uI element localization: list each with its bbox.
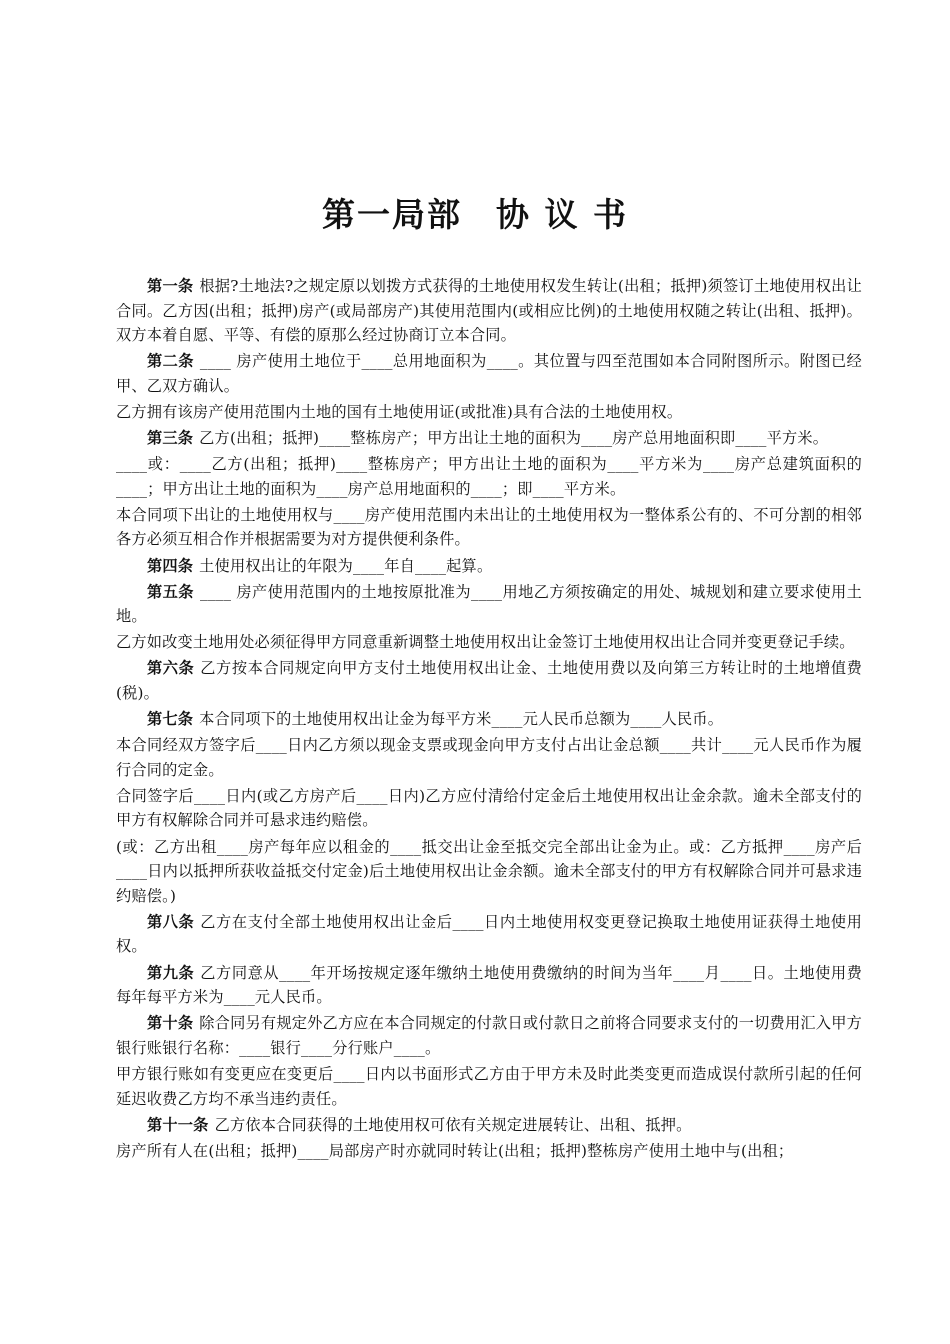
paragraph-article-7-balance: [116, 784, 862, 833]
article-heading: 第二条: [147, 352, 194, 371]
paragraph-article-10: [116, 1011, 862, 1060]
paragraph-article-7: [116, 707, 862, 732]
paragraph-article-3-alt: [116, 452, 862, 501]
article-heading: 第五条: [147, 582, 194, 601]
paragraph-article-3-cont: [116, 503, 862, 552]
article-heading: 第三条: [147, 429, 194, 448]
paragraph-text: 甲方银行账如有变更应在变更后____日内以书面形式乙方由于甲方未及时此类变更而造成误付款所引起的任何延迟收费乙方均不承当违约责任。: [116, 1064, 862, 1108]
paragraph-text: 本合同项下的土地使用权出让金为每平方米____元人民币总额为____人民币。: [199, 710, 724, 729]
paragraph-text: ____或：____乙方(出租；抵押)____整栋房产；甲方出让土地的面积为____平方米为____房产总建筑面积的____；甲方出让土地的面积为____房产总用地面积的____；即____平方米。: [116, 455, 862, 498]
paragraph-article-4: [116, 554, 862, 579]
paragraph-text: 乙方拥有该房产使用范围内土地的国有土地使用证(或批准)具有合法的土地使用权。: [116, 402, 683, 421]
article-heading: 第一条: [147, 277, 194, 295]
paragraph-text: 根据?土地法?之规定原以划拨方式获得的土地使用权发生转让(出租；抵押)须签订土地使用权出让合同。乙方因(出租；抵押)房产(或局部房产)其使用范围内(或相应比例)的土地使用权随之转让(出租、抵押)。双方本着自愿、平等、有偿的原那么经过协商订立本合同。: [116, 277, 862, 345]
paragraph-text: 乙方在支付全部土地使用权出让金后____日内土地使用权变更登记换取土地使用证获得土地使用权。: [116, 912, 862, 956]
paragraph-text: 乙方依本合同获得的土地使用权可依有关规定进展转让、出租、抵押。: [214, 1115, 692, 1134]
paragraph-text: 除合同另有规定外乙方应在本合同规定的付款日或付款日之前将合同要求支付的一切费用汇入甲方银行账银行名称：____银行____分行账户____。: [116, 1014, 862, 1057]
paragraph-article-2: [116, 349, 862, 398]
paragraph-article-1: [116, 274, 862, 348]
paragraph-text: ____ 房产使用范围内的土地按原批准为____用地乙方须按确定的用处、城规划和建立要求使用土地。: [116, 582, 862, 626]
article-heading: 第四条: [147, 556, 194, 575]
document-title: [0, 190, 950, 240]
paragraph-text: ____ 房产使用土地位于____总用地面积为____。其位置与四至范围如本合同附图所示。附图已经甲、乙双方确认。: [116, 352, 862, 395]
article-heading: 第六条: [147, 659, 195, 678]
title-part-1: 第一局部: [322, 195, 462, 234]
document-body: [116, 274, 862, 1165]
paragraph-text: 乙方如改变土地用处必须征得甲方同意重新调整土地使用权出让金签订土地使用权出让合同并变更登记手续。: [116, 633, 855, 652]
paragraph-text: 土使用权出让的年限为____年自____起算。: [199, 556, 493, 575]
paragraph-text: 乙方按本合同规定向甲方支付土地使用权出让金、土地使用费以及向第三方转让时的土地增值费(税)。: [116, 659, 862, 702]
paragraph-article-11-cont: [116, 1139, 862, 1164]
paragraph-text: 本合同项下出让的土地使用权与____房产使用范围内未出让的土地使用权为一整体系公有的、不可分割的相邻各方必须互相合作并根据需要为对方提供便利条件。: [116, 505, 862, 549]
paragraph-text: 乙方同意从____年开场按规定逐年缴纳土地使用费缴纳的时间为当年____月____日。土地使用费每年每平方米为____元人民币。: [116, 963, 862, 1007]
paragraph-text: 合同签字后____日内(或乙方房产后____日内)乙方应付清给付定金后土地使用权出让金余款。逾未全部支付的甲方有权解除合同并可悬求违约赔偿。: [116, 786, 862, 830]
paragraph-text: (或：乙方出租____房产每年应以租金的____抵交出让金至抵交完全部出让金为止。或：乙方抵押____房产后____日内以抵押所获收益抵交付定金)后土地使用权出让金余额。逾未全部支付的甲方有权解除合同并可悬求违约赔偿。): [116, 837, 862, 905]
paragraph-article-7-alt: [116, 835, 862, 909]
article-heading: 第九条: [147, 963, 195, 982]
paragraph-article-2-cont: [116, 400, 862, 425]
paragraph-text: 本合同经双方签字后____日内乙方须以现金支票或现金向甲方支付占出让金总额____共计____元人民币作为履行合同的定金。: [116, 736, 862, 779]
paragraph-article-6: [116, 656, 862, 705]
title-part-2: 协 议 书: [496, 195, 628, 234]
article-heading: 第八条: [147, 912, 195, 931]
paragraph-text: 房产所有人在(出租；抵押)____局部房产时亦就同时转让(出租；抵押)整栋房产使用土地中与(出租；: [116, 1141, 794, 1160]
paragraph-text: 乙方(出租；抵押)____整栋房产；甲方出让土地的面积为____房产总用地面积即____平方米。: [199, 429, 829, 448]
paragraph-article-5-cont: [116, 630, 862, 655]
article-heading: 第十条: [147, 1014, 194, 1033]
article-heading: 第七条: [147, 710, 194, 729]
paragraph-article-10-cont: [116, 1062, 862, 1111]
article-heading: 第十一条: [147, 1115, 209, 1134]
paragraph-article-11: [116, 1113, 862, 1138]
paragraph-article-9: [116, 961, 862, 1010]
paragraph-article-5: [116, 580, 862, 629]
paragraph-article-3: [116, 426, 862, 451]
paragraph-article-8: [116, 910, 862, 959]
paragraph-article-7-deposit: [116, 733, 862, 782]
